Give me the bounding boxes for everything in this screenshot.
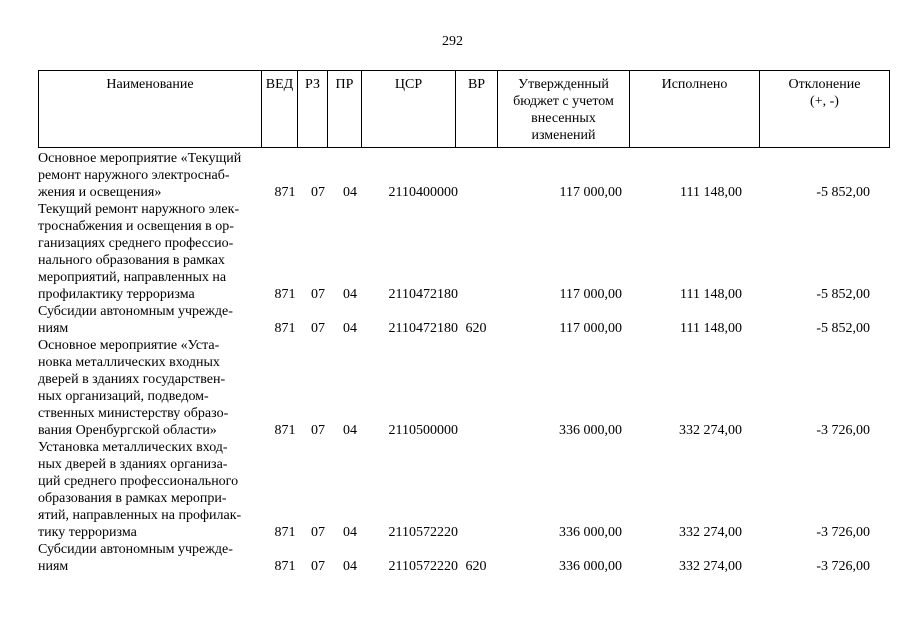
row-budget: 336 000,00 xyxy=(559,423,622,438)
table-header xyxy=(38,70,890,148)
row-csr: 2110472180 xyxy=(388,287,458,302)
header-executed: Исполнено xyxy=(629,71,759,147)
row-pr: 04 xyxy=(343,423,357,438)
row-ved: 871 xyxy=(274,525,296,540)
row-deviation: -3 726,00 xyxy=(816,525,870,540)
row-executed: 111 148,00 xyxy=(680,321,742,336)
row-name: Субсидии автономным учрежде- ниям xyxy=(38,542,233,574)
row-vr: 620 xyxy=(465,321,487,336)
row-rz: 07 xyxy=(311,525,325,540)
row-pr: 04 xyxy=(343,559,357,574)
table-row xyxy=(38,541,890,575)
row-budget: 117 000,00 xyxy=(559,185,622,200)
row-ved: 871 xyxy=(274,423,296,438)
row-vr: 620 xyxy=(465,559,487,574)
row-executed: 332 274,00 xyxy=(679,423,742,438)
row-budget: 117 000,00 xyxy=(559,287,622,302)
header-pr: ПР xyxy=(327,71,361,147)
row-csr: 2110572220 xyxy=(388,525,458,540)
row-rz: 07 xyxy=(311,185,325,200)
row-executed: 332 274,00 xyxy=(679,559,742,574)
header-vr: ВР xyxy=(455,71,497,147)
row-name: Текущий ремонт наружного элек- троснабжения и освещения в ор- ганизациях среднего профессио- нального образования в рамках мероприятий, направленных на профилактику терроризма xyxy=(38,202,240,302)
header-budget: Утвержденный бюджет с учетом внесенных изменений xyxy=(497,71,629,147)
row-csr: 2110400000 xyxy=(388,185,458,200)
table-row xyxy=(38,439,890,541)
row-executed: 332 274,00 xyxy=(679,525,742,540)
row-deviation: -3 726,00 xyxy=(816,559,870,574)
row-pr: 04 xyxy=(343,185,357,200)
row-ved: 871 xyxy=(274,559,296,574)
row-csr: 2110500000 xyxy=(388,423,458,438)
row-name: Установка металлических вход- ных дверей в зданиях организа- ций среднего профессионального образования в рамках меропри- ятий, направленных на профилак- тику терроризма xyxy=(38,440,242,540)
row-executed: 111 148,00 xyxy=(680,185,742,200)
row-name: Основное мероприятие «Уста- новка металлических входных дверей в зданиях государствен- ных организаций, подведом- ственных министерству образо- вания Оренбургской области» xyxy=(38,338,229,438)
row-csr: 2110572220 xyxy=(388,559,458,574)
row-budget: 117 000,00 xyxy=(559,321,622,336)
header-name: Наименование xyxy=(106,77,194,92)
row-pr: 04 xyxy=(343,321,357,336)
row-deviation: -5 852,00 xyxy=(816,321,870,336)
row-ved: 871 xyxy=(274,287,296,302)
row-rz: 07 xyxy=(311,321,325,336)
row-budget: 336 000,00 xyxy=(559,525,622,540)
header-deviation: Отклонение (+, -) xyxy=(759,71,889,147)
row-name: Основное мероприятие «Текущий ремонт наружного электроснаб- жения и освещения» xyxy=(38,151,242,200)
table-row xyxy=(38,150,890,201)
table-row xyxy=(38,201,890,303)
row-ved: 871 xyxy=(274,185,296,200)
table-row xyxy=(38,337,890,439)
row-deviation: -3 726,00 xyxy=(816,423,870,438)
table-row xyxy=(38,303,890,337)
row-executed: 111 148,00 xyxy=(680,287,742,302)
row-pr: 04 xyxy=(343,287,357,302)
table-body xyxy=(38,150,890,575)
row-budget: 336 000,00 xyxy=(559,559,622,574)
row-rz: 07 xyxy=(311,287,325,302)
row-rz: 07 xyxy=(311,423,325,438)
header-csr: ЦСР xyxy=(361,71,455,147)
header-ved: ВЕД xyxy=(261,71,297,147)
row-name: Субсидии автономным учрежде- ниям xyxy=(38,304,233,336)
row-csr: 2110472180 xyxy=(388,321,458,336)
row-rz: 07 xyxy=(311,559,325,574)
page-number: 292 xyxy=(442,34,463,49)
row-ved: 871 xyxy=(274,321,296,336)
header-rz: РЗ xyxy=(297,71,327,147)
row-deviation: -5 852,00 xyxy=(816,287,870,302)
row-deviation: -5 852,00 xyxy=(816,185,870,200)
row-pr: 04 xyxy=(343,525,357,540)
